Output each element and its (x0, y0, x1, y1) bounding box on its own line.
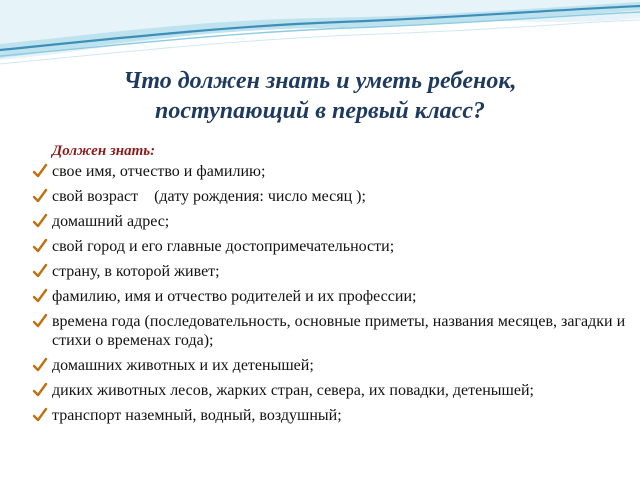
checkmark-icon (32, 213, 48, 229)
checkmark-icon (32, 263, 48, 279)
slide-title-line-2: поступающий в первый класс? (155, 98, 485, 124)
checkmark-icon (32, 163, 48, 179)
list-item-text: страну, в которой живет; (52, 263, 220, 280)
slide-title (40, 66, 600, 126)
checkmark-icon (32, 313, 48, 329)
list-item (30, 237, 630, 256)
list-item (30, 312, 630, 350)
section-subheading: Должен знать: (52, 143, 156, 159)
list-item (30, 162, 630, 181)
knowledge-list (30, 162, 630, 431)
list-item-text: фамилию, имя и отчество родителей и их профессии; (52, 288, 417, 305)
list-item (30, 381, 630, 400)
slide-title-line-1: Что должен знать и уметь ребенок, (123, 68, 517, 94)
checkmark-icon (32, 357, 48, 373)
list-item (30, 187, 630, 206)
list-item-text: свое имя, отчество и фамилию; (52, 163, 266, 180)
list-item (30, 406, 630, 425)
list-item-text: диких животных лесов, жарких стран, севера, их повадки, детенышей; (52, 382, 534, 399)
list-item-text: транспорт наземный, водный, воздушный; (52, 407, 342, 424)
list-item-text: свой город и его главные достопримечательности; (52, 238, 395, 255)
list-item-text: свой возраст (дату рождения: число месяц ); (52, 188, 366, 205)
list-item (30, 262, 630, 281)
list-item-text: времена года (последовательность, основные приметы, названия месяцев, загадки и стихи о временах года); (52, 313, 626, 349)
list-item-text: домашний адрес; (52, 213, 170, 230)
list-item (30, 356, 630, 375)
checkmark-icon (32, 188, 48, 204)
checkmark-icon (32, 382, 48, 398)
list-item (30, 287, 630, 306)
checkmark-icon (32, 288, 48, 304)
list-item (30, 212, 630, 231)
checkmark-icon (32, 238, 48, 254)
list-item-text: домашних животных и их детенышей; (52, 357, 314, 374)
checkmark-icon (32, 407, 48, 423)
